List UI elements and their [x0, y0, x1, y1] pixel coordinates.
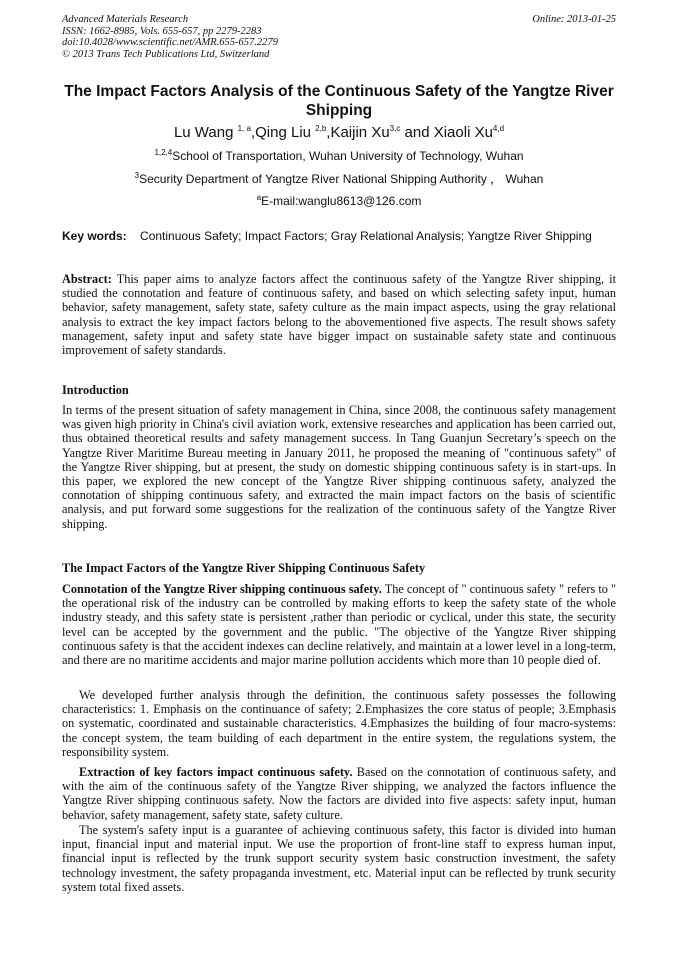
affiliation-mark: 3: [134, 171, 140, 180]
extraction-paragraph: [62, 765, 616, 822]
affiliation-text: School of Transportation, Wuhan University of Technology, Wuhan: [172, 149, 524, 163]
section-heading: The Impact Factors of the Yangtze River Shipping Continuous Safety: [62, 561, 426, 575]
keywords: [62, 229, 616, 244]
characteristics-paragraph: We developed further analysis through the definition, the continuous safety possesses the following characteristics: 1. Emphasis on the continuance of safety; 2.Emphasizes the core status of people; 3.Emphasis on systematic, coordinated and sustainable characteristics. 4.Emphasizes the building of four macro-systems: the concept system, the team building of each department in the entire system, the regulations system, the responsibility system.: [62, 688, 616, 759]
abstract-text: This paper aims to analyze factors affect the continuous safety of the Yangtze River shipping, it studied the connotation and feature of continuous safety, and based on which selecting safety input, human behavior, safety management, safety state, safety culture as the main impact aspects, using the gray relational analysis to extract the key impact factors belong to the abovementioned five aspects. The result shows safety management, safety input and safety state have bigger impact on sustainable safety state and continuous improvement of safety standards.: [62, 272, 616, 358]
journal-header: [62, 14, 616, 60]
author-affiliation-mark: 2,b: [315, 124, 327, 133]
keywords-text: Continuous Safety; Impact Factors; Gray Relational Analysis; Yangtze River Shipping: [140, 229, 592, 243]
journal-name: Advanced Materials Research: [62, 14, 189, 25]
affiliation-1: [62, 149, 616, 163]
author-list: [62, 124, 616, 142]
author-name: ,Kaijin Xu: [326, 124, 390, 141]
abstract: [62, 272, 616, 357]
author-email: [62, 194, 616, 208]
paper-title: The Impact Factors Analysis of the Continuous Safety of the Yangtze River Shipping: [64, 83, 614, 119]
email-text: E-mail:wanglu8613@126.com: [261, 194, 422, 208]
abstract-label: Abstract:: [62, 272, 112, 286]
paragraph-text: Based on the connotation of continuous safety, and with the aim of the continuous safety of the Yangtze River shipping, we analyzed the factors influence the Yangtze River shipping continuous safety. Now the factors are divided into five aspects: safety input, human behavior, safety management, safety state, safety culture.: [62, 765, 616, 822]
introduction-paragraph: In terms of the present situation of safety management in China, since 2008, the continuous safety management was given high priority in China's civil aviation work, extensive researches and application has been carried out, thus obtained theoretical results and safety management success. In Tang Guanjun Secretary’s speech on the Yangtze River Maritime Bureau meeting in January 2011, he proposed the meaning of "continuous safety" of the Yangtze River shipping, but at present, the study on domestic shipping continuous safety is in start-ups. In this paper, we explored the new concept of the Yangtze River shipping continuous safety, analyzed the connotation of shipping continuous safety, and extracted the main impact factors on the basis of scientific analysis, and put forward some suggestions for the realization of the continuous safety of the Yangtze River shipping.: [62, 403, 616, 531]
affiliation-2: [62, 172, 616, 186]
author-name: ,Qing Liu: [250, 124, 311, 141]
introduction-heading: Introduction: [62, 383, 129, 397]
author-affiliation-mark: 4,d: [492, 124, 505, 133]
affiliation-text: Security Department of Yangtze River National Shipping Authority ， Wuhan: [139, 172, 544, 186]
copyright-line: © 2013 Trans Tech Publications Ltd, Switzerland: [62, 48, 270, 60]
keywords-label: Key words:: [62, 229, 127, 243]
author-affiliation-mark: 3,c: [389, 124, 401, 133]
paragraph-text: The concept of " continuous safety " refers to " the operational risk of the industry can be controlled by making efforts to keep the safety state of the whole industry steady, and this safety state is persistent ,rather than periodic or cyclical, under this state, the security level can be accepted by the government and the public. "The objective of the Yangtze River shipping continuous safety is that the accident indexes can decline relatively, and maintain at a lower level in a long-term, and there are no maritime accidents and major marine pollution accidents which more than 10 people died of.: [62, 582, 616, 668]
author-name: Lu Wang: [173, 124, 234, 141]
subsection-title: Extraction of key factors impact continuous safety.: [79, 765, 353, 779]
author-affiliation-mark: 1, a: [237, 124, 251, 133]
online-date: Online: 2013-01-25: [532, 14, 616, 25]
safety-input-paragraph: The system's safety input is a guarantee of achieving continuous safety, this factor is divided into human input, financial input and material input. We use the proportion of front-line staff to express human input, financial input is reflected by the trunk support security system basic construction investment, the safety technology investment, the safety propaganda investment, etc. Material input can be reflected by trunk security system total fixed assets.: [62, 823, 616, 894]
affiliation-mark: 1,2,4: [154, 148, 173, 157]
author-name: and Xiaoli Xu: [404, 124, 493, 141]
doi-line: doi:10.4028/www.scientific.net/AMR.655-657.2279: [62, 37, 278, 48]
subsection-title: Connotation of the Yangtze River shipping continuous safety.: [62, 582, 382, 596]
connotation-paragraph: [62, 582, 616, 667]
issn-line: ISSN: 1662-8985, Vols. 655-657, pp 2279-2283: [62, 25, 262, 37]
email-mark: a: [256, 193, 262, 202]
